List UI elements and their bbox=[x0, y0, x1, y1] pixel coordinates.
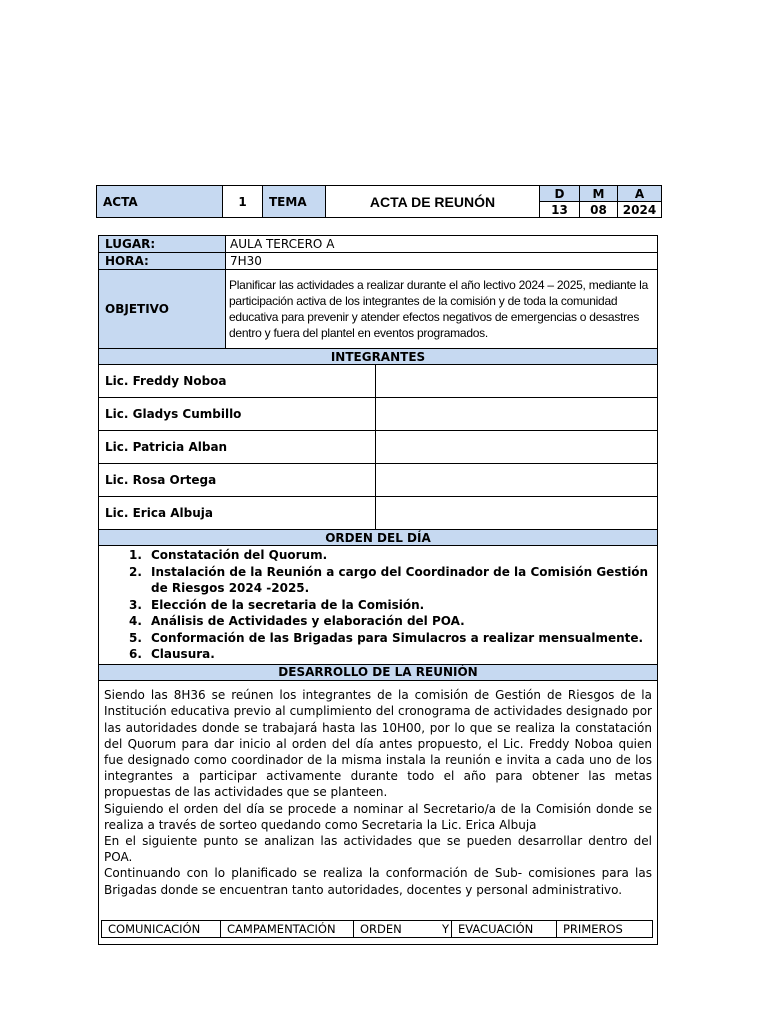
member-name: Lic. Erica Albuja bbox=[99, 497, 376, 530]
brigada-primeros: PRIMEROS bbox=[557, 920, 653, 937]
orden-item bbox=[129, 564, 657, 597]
orden-item bbox=[129, 646, 657, 663]
member-row bbox=[99, 497, 658, 530]
brigada-evacuacion: EVACUACIÓN bbox=[452, 920, 557, 937]
acta-label: ACTA bbox=[97, 186, 223, 218]
lugar-label: LUGAR: bbox=[99, 236, 226, 253]
member-name: Lic. Gladys Cumbillo bbox=[99, 398, 376, 431]
member-row bbox=[99, 464, 658, 497]
orden-item bbox=[129, 597, 657, 614]
orden-item bbox=[129, 630, 657, 647]
brigadas-row bbox=[102, 920, 653, 937]
member-signature-cell bbox=[376, 398, 658, 431]
orden-cell bbox=[99, 546, 658, 665]
orden-item-number: 2. bbox=[129, 564, 142, 579]
integrantes-heading: INTEGRANTES bbox=[99, 349, 658, 365]
member-signature-cell bbox=[376, 497, 658, 530]
desarrollo-paragraph: En el siguiente punto se analizan las actividades que se pueden desarrollar dentro del POA. bbox=[104, 834, 652, 865]
desarrollo-paragraph: Siguiendo el orden del día se procede a nominar al Secretario/a de la Comisión donde se realiza a través de sorteo quedando como Secretaria la Lic. Erica Albuja bbox=[104, 801, 652, 832]
hora-value: 7H30 bbox=[226, 253, 658, 270]
desarrollo-heading: DESARROLLO DE LA REUNIÓN bbox=[99, 664, 658, 680]
year-label: A bbox=[618, 186, 662, 202]
desarrollo-text bbox=[99, 686, 657, 898]
orden-item-text: Instalación de la Reunión a cargo del Coordinador de la Comisión Gestión de Riesgos 2024 -2025. bbox=[151, 564, 649, 595]
acta-header-table bbox=[96, 185, 662, 218]
month-label: M bbox=[580, 186, 618, 202]
member-row bbox=[99, 365, 658, 398]
desarrollo-paragraph: Siendo las 8H36 se reúnen los integrantes de la comisión de Gestión de Riesgos de la Institución educativa previo al cumplimiento del cronograma de actividades designado por las autoridades donde se trabajará hasta las 10H00, por lo que se realiza la constatación del Quorum para dar inicio al orden del día antes propuesto, el Lic. Freddy Noboa quien fue designado como coordinador de la misma instala la reunión e invita a cada uno de los integrantes a participar activamente durante todo el año para obtener las metas propuestas de las actividades que se planteen. bbox=[104, 688, 652, 800]
member-name: Lic. Freddy Noboa bbox=[99, 365, 376, 398]
orden-item-number: 4. bbox=[129, 614, 142, 628]
brigada-campamentacion: CAMPAMENTACIÓN bbox=[221, 920, 354, 937]
member-signature-cell bbox=[376, 464, 658, 497]
brigada-comunicacion: COMUNICACIÓN bbox=[102, 920, 221, 937]
orden-item-number: 5. bbox=[129, 630, 142, 645]
member-name: Lic. Rosa Ortega bbox=[99, 464, 376, 497]
orden-item-number: 3. bbox=[129, 597, 142, 612]
brigadas-table bbox=[101, 920, 653, 938]
orden-item-text: Conformación de las Brigadas para Simulacros a realizar mensualmente. bbox=[151, 630, 644, 645]
hora-label: HORA: bbox=[99, 253, 226, 270]
day-label: D bbox=[540, 186, 580, 202]
month-value: 08 bbox=[580, 202, 618, 218]
desarrollo-paragraph: Continuando con lo planificado se realiza la conformación de Sub- comisiones para las Brigadas donde se encuentran tanto autoridades, docentes y personal administrativo. bbox=[104, 866, 652, 897]
orden-heading: ORDEN DEL DÍA bbox=[99, 530, 658, 546]
orden-item-text: Análisis de Actividades y elaboración del POA. bbox=[151, 614, 465, 628]
lugar-value: AULA TERCERO A bbox=[226, 236, 658, 253]
member-row bbox=[99, 431, 658, 464]
objetivo-label: OBJETIVO bbox=[99, 270, 226, 349]
member-signature-cell bbox=[376, 431, 658, 464]
orden-item-number: 1. bbox=[129, 548, 142, 562]
objetivo-value: Planificar las actividades a realizar durante el año lectivo 2024 – 2025, mediante la participación activa de los integrantes de la comisión y de toda la comunidad educativa para prevenir y atender efectos negativos de emergencias o desastres dentro y fuera del plantel en eventos programados. bbox=[226, 270, 658, 349]
day-value: 13 bbox=[540, 202, 580, 218]
orden-item-text: Clausura. bbox=[151, 647, 215, 661]
document-title: ACTA DE REUNÓN bbox=[326, 186, 540, 218]
acta-body-table bbox=[98, 235, 658, 945]
orden-item-number: 6. bbox=[129, 647, 142, 661]
member-name: Lic. Patricia Alban bbox=[99, 431, 376, 464]
member-row bbox=[99, 398, 658, 431]
desarrollo-cell bbox=[99, 680, 658, 944]
year-value: 2024 bbox=[618, 202, 662, 218]
acta-number: 1 bbox=[223, 186, 263, 218]
orden-item bbox=[129, 613, 657, 630]
orden-item-text: Elección de la secretaria de la Comisión. bbox=[151, 597, 425, 612]
orden-list bbox=[99, 546, 657, 664]
orden-item-text: Constatación del Quorum. bbox=[151, 548, 328, 562]
brigada-orden: ORDEN Y bbox=[354, 920, 452, 937]
orden-item bbox=[129, 547, 657, 564]
member-signature-cell bbox=[376, 365, 658, 398]
tema-label: TEMA bbox=[263, 186, 326, 218]
